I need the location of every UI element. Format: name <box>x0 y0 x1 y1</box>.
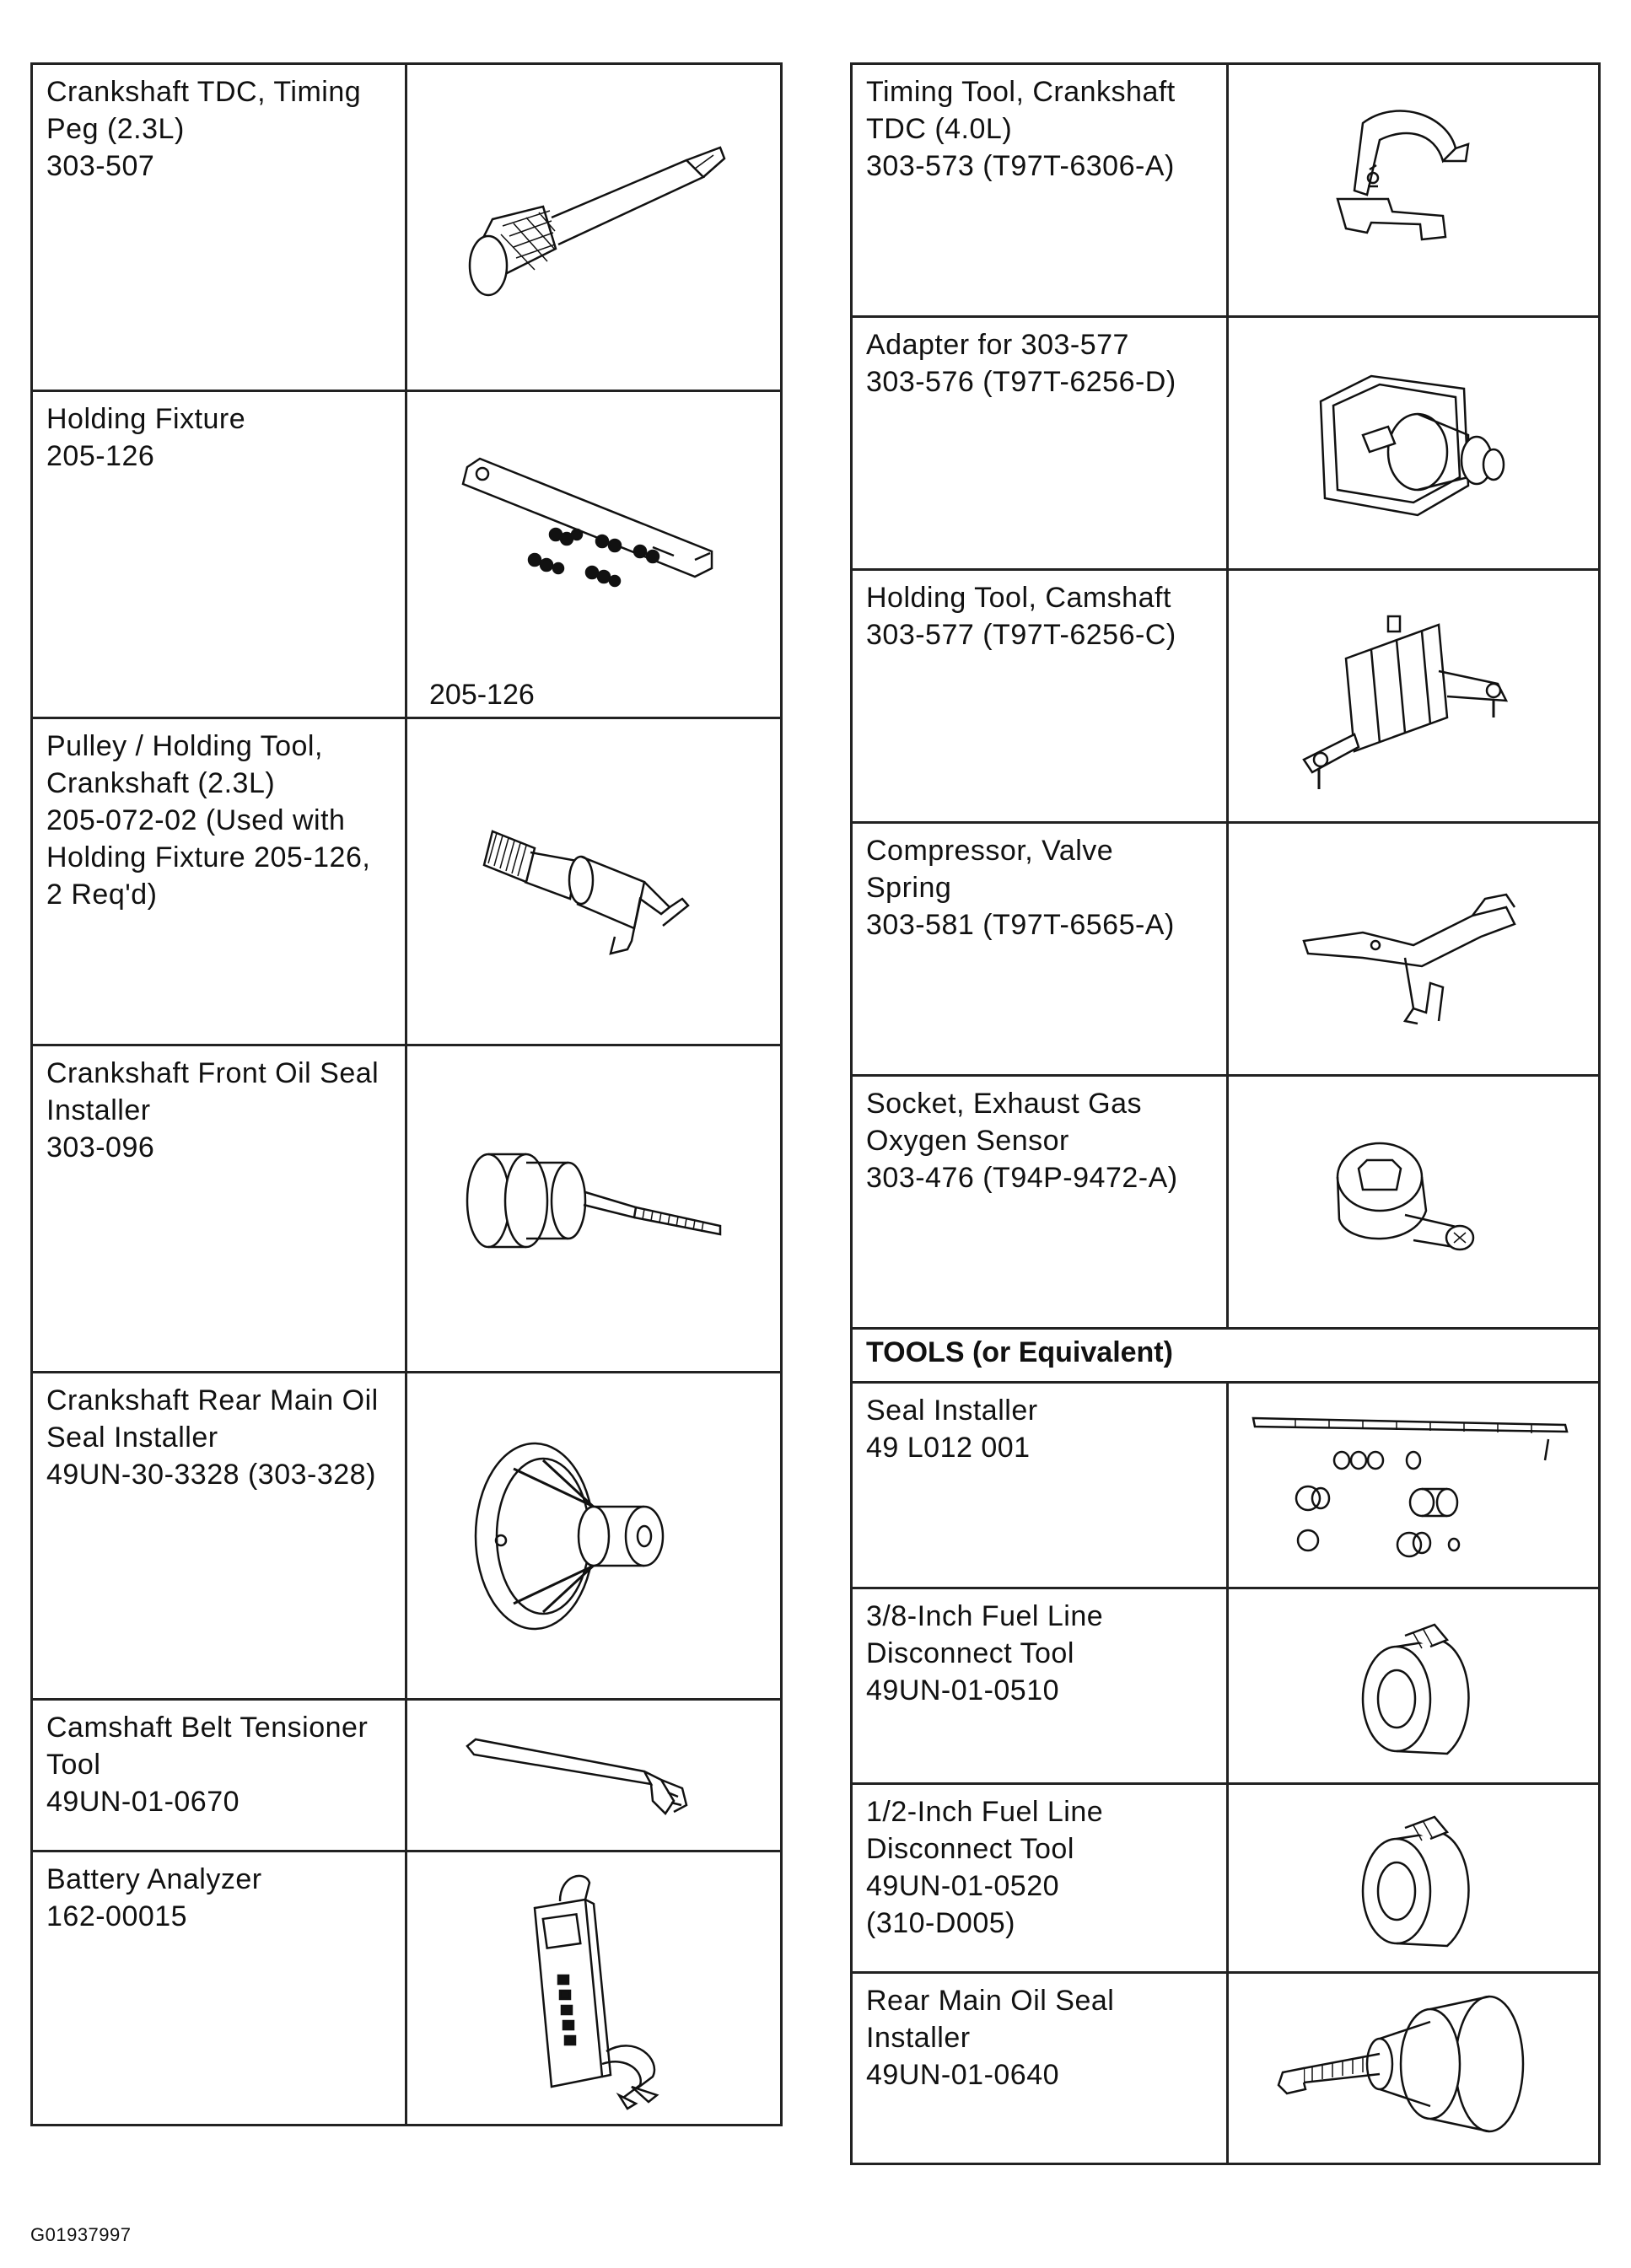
tool-description <box>853 65 1229 315</box>
tool-name-line: Timing Tool, Crankshaft <box>866 76 1176 108</box>
tool-row <box>853 1384 1598 1589</box>
tool-name-line: Rear Main Oil Seal <box>866 1985 1115 2017</box>
tool-name-line: Holding Fixture 205-126, <box>46 841 371 873</box>
tool-name-line: Adapter for 303-577 <box>866 329 1129 361</box>
tool-name-line: Oxygen Sensor <box>866 1125 1069 1157</box>
tool-name-line: 3/8-Inch Fuel Line <box>866 1600 1104 1632</box>
front-oil-seal-installer-icon <box>407 1046 780 1371</box>
tool-name-line: Disconnect Tool <box>866 1833 1074 1865</box>
left-tool-table <box>30 62 783 2126</box>
tool-name-line: Disconnect Tool <box>866 1637 1074 1669</box>
seal-installer-kit-icon <box>1229 1384 1598 1587</box>
right-tool-table <box>850 62 1601 2165</box>
camshaft-holding-tool-icon <box>1229 571 1598 821</box>
tool-description <box>33 1701 407 1850</box>
belt-tensioner-tool-icon <box>407 1701 780 1850</box>
adapter-icon <box>1229 318 1598 568</box>
tools-section-header <box>853 1330 1598 1384</box>
tool-number: 303-576 (T97T-6256-D) <box>866 366 1176 398</box>
tool-number: 49UN-30-3328 (303-328) <box>46 1459 376 1491</box>
tool-row <box>853 824 1598 1077</box>
tool-number: 303-577 (T97T-6256-C) <box>866 619 1176 651</box>
valve-spring-compressor-icon <box>1229 824 1598 1074</box>
tool-description <box>853 824 1229 1074</box>
tool-number: 49UN-01-0640 <box>866 2059 1060 2091</box>
image-caption: 205-126 <box>429 679 535 711</box>
tool-number: 303-476 (T94P-9472-A) <box>866 1162 1178 1194</box>
tool-name-line: Seal Installer <box>46 1422 218 1454</box>
tool-name-line: Compressor, Valve <box>866 835 1114 867</box>
tool-description <box>33 1373 407 1698</box>
tool-description <box>853 1077 1229 1327</box>
tool-row <box>853 1785 1598 1974</box>
tool-number: 49UN-01-0670 <box>46 1786 240 1818</box>
tool-name-line: Installer <box>866 2022 971 2054</box>
tool-row <box>33 1852 780 2124</box>
tools-header-label: TOOLS (or Equivalent) <box>866 1336 1173 1368</box>
tool-number: 49UN-01-0510 <box>866 1674 1060 1706</box>
tool-name-line: Pulley / Holding Tool, <box>46 730 323 762</box>
tool-number: 303-581 (T97T-6565-A) <box>866 909 1175 941</box>
tool-description <box>33 719 407 1044</box>
battery-analyzer-icon <box>407 1852 780 2124</box>
tool-description <box>33 392 407 717</box>
tool-name-line: Socket, Exhaust Gas <box>866 1088 1142 1120</box>
tool-number: 205-126 <box>46 440 155 472</box>
tool-number: 303-507 <box>46 150 155 182</box>
timing-tool-icon <box>1229 65 1598 315</box>
tool-name-line: Installer <box>46 1094 151 1126</box>
tool-number: 205-072-02 (Used with <box>46 804 346 836</box>
tool-row <box>853 318 1598 571</box>
tool-name-line: Peg (2.3L) <box>46 113 185 145</box>
pulley-holding-tool-icon <box>407 719 780 1044</box>
tool-number-alt: (310-D005) <box>866 1907 1015 1939</box>
tool-name-line: 2 Req'd) <box>46 879 158 911</box>
tool-description <box>33 1852 407 2124</box>
tool-row <box>33 1701 780 1852</box>
tool-name-line: Crankshaft Front Oil Seal <box>46 1057 379 1089</box>
tool-name-line: Crankshaft (2.3L) <box>46 767 276 799</box>
rear-main-oil-seal-installer-icon <box>407 1373 780 1698</box>
tool-name-line: 1/2-Inch Fuel Line <box>866 1796 1104 1828</box>
fuel-line-disconnect-icon <box>1229 1785 1598 1971</box>
fuel-line-disconnect-icon <box>1229 1589 1598 1782</box>
tool-row <box>853 1077 1598 1330</box>
tool-description <box>853 1974 1229 2163</box>
tool-number: 49UN-01-0520 <box>866 1870 1060 1902</box>
tool-row <box>853 1589 1598 1785</box>
tool-description <box>853 1589 1229 1782</box>
tool-number: 303-573 (T97T-6306-A) <box>866 150 1175 182</box>
rear-main-seal-installer-icon <box>1229 1974 1598 2163</box>
tool-row <box>33 65 780 392</box>
tool-row <box>853 65 1598 318</box>
tool-name-line: Tool <box>46 1749 101 1781</box>
timing-peg-icon <box>407 65 780 390</box>
tool-description <box>853 571 1229 821</box>
tool-row <box>33 392 780 719</box>
tool-description <box>853 318 1229 568</box>
tool-name-line: Holding Fixture <box>46 403 246 435</box>
tool-name-line: Seal Installer <box>866 1395 1038 1427</box>
tool-name-line: Battery Analyzer <box>46 1863 262 1895</box>
tool-name-line: Crankshaft TDC, Timing <box>46 76 362 108</box>
tool-name-line: TDC (4.0L) <box>866 113 1013 145</box>
tool-row <box>33 1373 780 1701</box>
holding-fixture-icon <box>407 392 780 717</box>
tool-name-line: Crankshaft Rear Main Oil <box>46 1384 379 1416</box>
figure-id: G01937997 <box>30 2224 132 2245</box>
tool-description <box>33 65 407 390</box>
tool-description <box>853 1785 1229 1971</box>
tool-row <box>33 1046 780 1373</box>
tool-row <box>853 571 1598 824</box>
tool-number: 303-096 <box>46 1131 155 1164</box>
tool-name-line: Camshaft Belt Tensioner <box>46 1712 369 1744</box>
tool-name-line: Spring <box>866 872 952 904</box>
tool-row <box>33 719 780 1046</box>
tool-number: 162-00015 <box>46 1900 188 1932</box>
tool-description <box>33 1046 407 1371</box>
oxygen-sensor-socket-icon <box>1229 1077 1598 1327</box>
tool-number: 49 L012 001 <box>866 1432 1031 1464</box>
tool-name-line: Holding Tool, Camshaft <box>866 582 1171 614</box>
tool-row <box>853 1974 1598 2163</box>
tool-description <box>853 1384 1229 1587</box>
